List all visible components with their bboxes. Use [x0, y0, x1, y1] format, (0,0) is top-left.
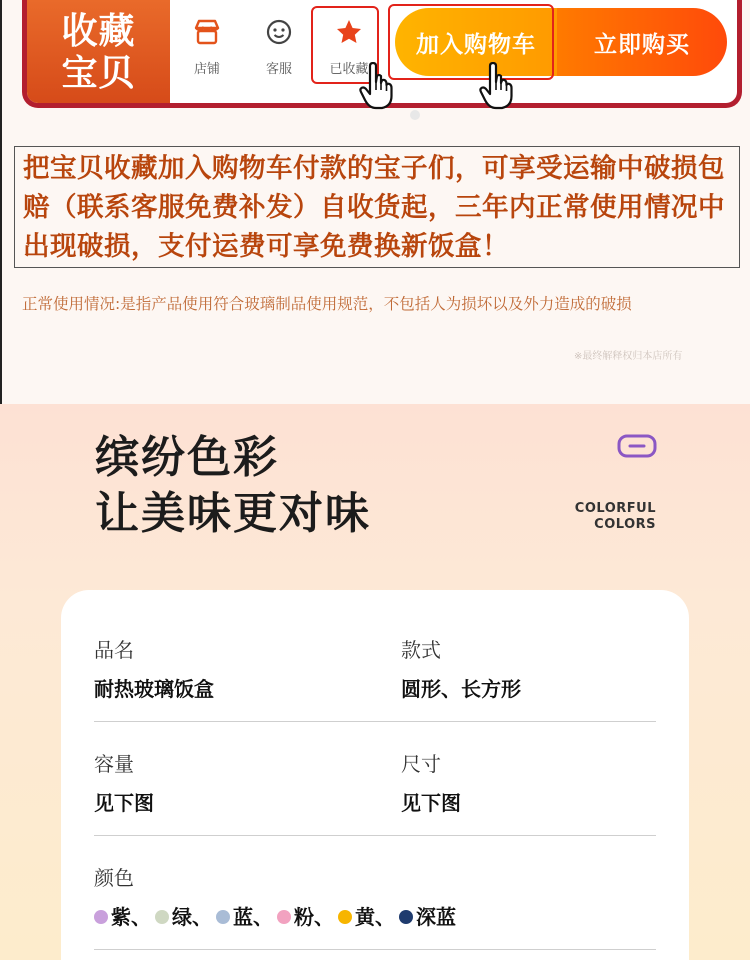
color-swatch-dot [277, 910, 291, 924]
color-swatch-dot [216, 910, 230, 924]
spec-label: 品名 [94, 638, 134, 662]
color-option-name: 蓝 [233, 905, 253, 929]
color-separator: 、 [131, 905, 151, 929]
spec-value: 圆形、长方形 [401, 677, 521, 701]
damage-guarantee-notice: 把宝贝收藏加入购物车付款的宝子们，可享受运输中破损包赔（联系客服免费补发）自收货起，三年内正常使用情况中出现破损，支付运费可享免费换新饭盒！ [14, 146, 740, 268]
spec-value: 耐热玻璃饭盒 [94, 677, 214, 701]
color-option-name: 黄 [355, 905, 375, 929]
color-separator: 、 [253, 905, 273, 929]
color-swatch-dot [338, 910, 352, 924]
spec-value: 见下图 [401, 791, 461, 815]
favorite-product-banner[interactable] [27, 0, 170, 103]
favorite-banner-line1: 收藏 [61, 9, 136, 52]
service-label: 客服 [265, 62, 292, 77]
carousel-indicator [410, 110, 420, 120]
spec-name [94, 630, 214, 708]
spec-card [61, 590, 689, 960]
color-option-name: 绿 [172, 905, 192, 929]
spec-size [401, 744, 461, 822]
color-separator: 、 [314, 905, 334, 929]
rights-reserved-note: ※最终解释权归本店所有 [574, 351, 683, 362]
favorited-label: 已收藏 [329, 62, 369, 77]
color-swatch-dot [399, 910, 413, 924]
add-to-cart-button[interactable]: 加入购物车 [395, 8, 557, 76]
english-subtitle-line1: COLORFUL [574, 501, 656, 516]
color-option-name: 紫 [111, 905, 131, 929]
spec-label: 款式 [401, 638, 441, 662]
shop-label: 店铺 [193, 62, 220, 77]
color-separator: 、 [375, 905, 395, 929]
favorite-banner-line2: 宝贝 [61, 51, 136, 94]
headline-line2: 让美味更对味 [95, 488, 371, 539]
spec-row [94, 858, 656, 950]
english-subtitle-line2: COLORS [594, 517, 656, 532]
color-swatch-dot [155, 910, 169, 924]
color-options [94, 898, 456, 936]
normal-use-definition: 正常使用情况:是指产品使用符合玻璃制品使用规范，不包括人为损坏以及外力造成的破损 [22, 295, 632, 313]
color-separator: 、 [192, 905, 212, 929]
spec-row [94, 744, 656, 836]
color-option-name: 深蓝 [416, 905, 456, 929]
product-headline [95, 430, 371, 542]
english-subtitle [575, 501, 656, 533]
spec-label: 颜色 [94, 866, 134, 890]
spec-style [401, 630, 521, 708]
shop-button[interactable] [177, 12, 237, 92]
promo-section [0, 0, 750, 404]
spec-row [94, 630, 656, 722]
buy-now-button[interactable]: 立即购买 [557, 8, 727, 76]
spec-color [94, 858, 456, 936]
color-swatch-dot [94, 910, 108, 924]
spec-value: 见下图 [94, 791, 154, 815]
cart-highlight-frame [388, 4, 554, 80]
hand-cursor-icon [478, 62, 518, 110]
product-section [0, 404, 750, 960]
spec-label: 容量 [94, 752, 134, 776]
spec-capacity [94, 744, 154, 822]
hand-cursor-icon [358, 62, 398, 110]
spec-label: 尺寸 [401, 752, 441, 776]
headline-line1: 缤纷色彩 [95, 432, 279, 483]
lunchbox-logo-icon [617, 434, 657, 458]
service-icon [264, 12, 294, 52]
shop-icon [192, 12, 222, 52]
color-option-name: 粉 [294, 905, 314, 929]
customer-service-button[interactable] [249, 12, 309, 92]
